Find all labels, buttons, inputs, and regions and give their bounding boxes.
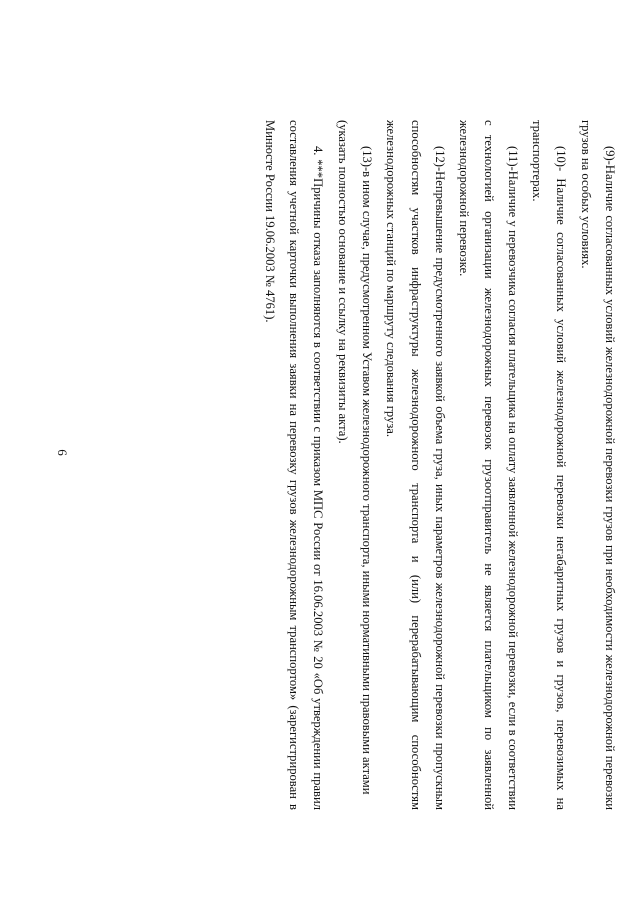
- paragraph-basis-note: (указать полностью основание и ссылку на реквизиты акта).: [335, 120, 350, 444]
- page-number: 6: [55, 449, 70, 456]
- body-text: [258, 120, 622, 810]
- paragraph-item-10: (10)- Наличие согласованных условий железнодорожной перевозки негабаритных грузов и грузов, перевозимых на транспортерах.: [530, 120, 569, 810]
- paragraph-footnote-4: 4. ***Причины отказа заполняются в соответствии с приказом МПС России от 16.06.2003 № 20 «Об утверждении правил составления учетной карточки выполнения заявки на перевозку грузов железнодорожным транспортом» (зарегистрирован в Минюсте России 19.06.2003 № 4761).: [262, 120, 326, 810]
- paragraph-item-9: (9)-Наличие согласованных условий железнодорожной перевозки грузов при необходимости железнодорожной перевозки грузов на особых условиях.: [578, 120, 617, 810]
- paragraph-item-12: (12)-Непревышение предусмотренного заявкой объема груза, иных параметров железнодорожной перевозки пропускным способностям участков инфраструктуры железнодорожного транспорта и (или) перерабатывающим способностям железнодорожных станций по маршруту следования груза.: [384, 120, 447, 810]
- paragraph-item-11: (11)-Наличие у перевозчика согласия плательщика на оплату заявленной железнодорожной перевозки, если в соответствии с технологией организации железнодорожных перевозок грузоотправитель не является плательщиком по заявленной железнодорожной перевозке.: [457, 120, 520, 810]
- paragraph-item-13: (13)-в ином случае, предусмотренном Уставом железнодорожного транспорта, иными нормативными правовыми актами: [360, 146, 375, 795]
